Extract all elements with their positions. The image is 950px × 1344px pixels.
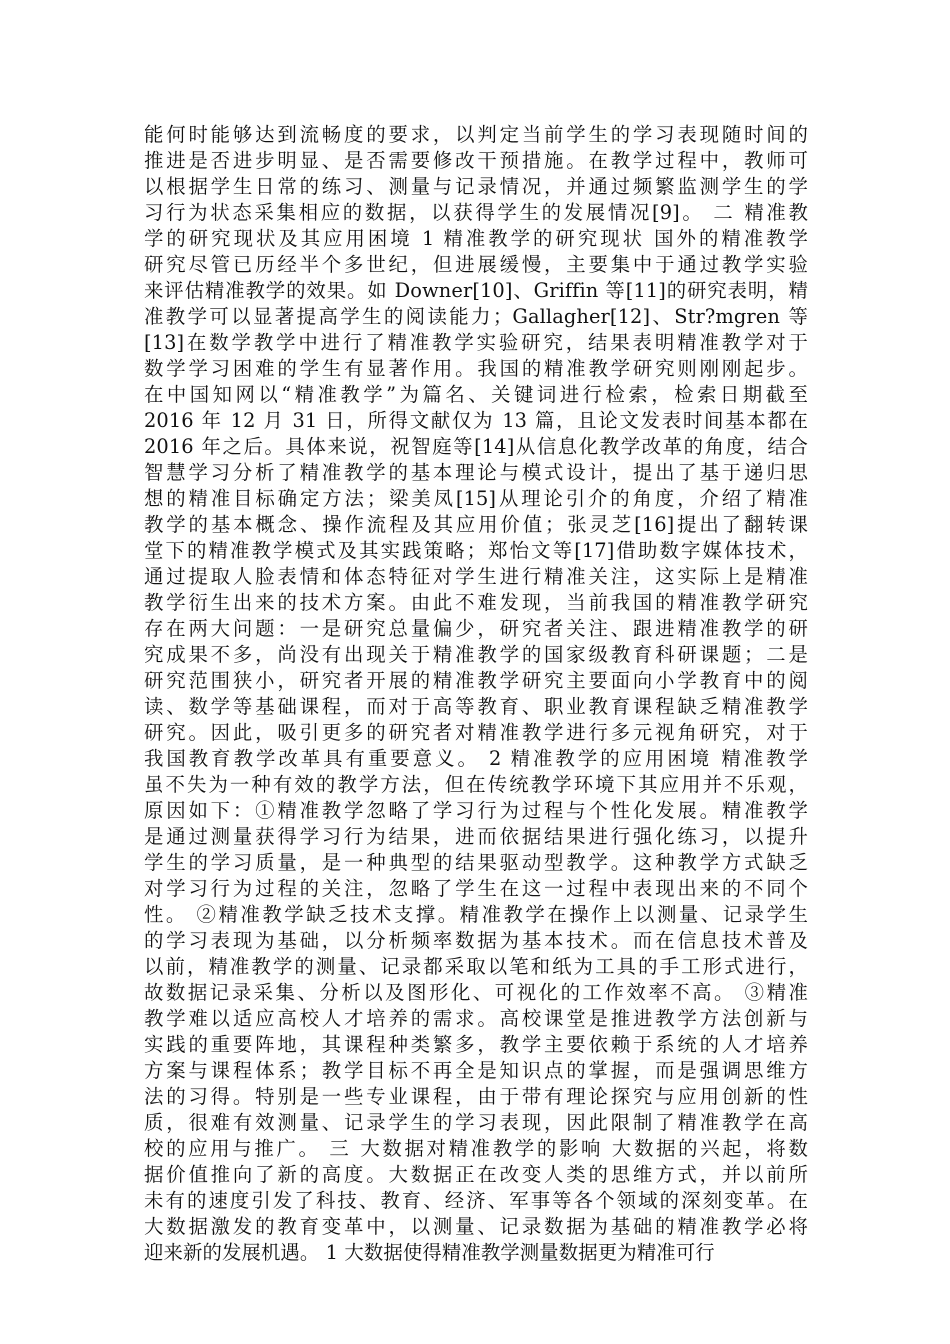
text-line: 未有的速度引发了科技、教育、经济、军事等各个领域的深刻变革。在 — [144, 1189, 808, 1212]
text-line: 推进是否进步明显、是否需要修改干预措施。在教学过程中，教师可 — [144, 149, 808, 172]
text-line: 教学难以适应高校人才培养的需求。高校课堂是推进教学方法创新与 — [144, 1007, 808, 1030]
text-line: 堂下的精准教学模式及其实践策略；郑怡文等[17]借助数字媒体技术， — [144, 539, 808, 562]
text-line: 校的应用与推广。 三 大数据对精准教学的影响 大数据的兴起，将数 — [144, 1137, 808, 1160]
text-line: 研究尽管已历经半个多世纪，但进展缓慢，主要集中于通过教学实验 — [144, 253, 808, 276]
text-line: 大数据激发的教育变革中，以测量、记录数据为基础的精准教学必将 — [144, 1215, 808, 1238]
text-line: 2016 年 12 月 31 日，所得文献仅为 13 篇，且论文发表时间基本都在 — [144, 409, 808, 432]
text-line: 的学习表现为基础，以分析频率数据为基本技术。而在信息技术普及 — [144, 929, 808, 952]
text-line: 习行为状态采集相应的数据，以获得学生的发展情况[9]。 二 精准教 — [144, 201, 808, 224]
body-text — [144, 122, 808, 1266]
text-line: 在中国知网以“精准教学”为篇名、关键词进行检索，检索日期截至 — [144, 383, 808, 406]
text-line: 想的精准目标确定方法；梁美凤[15]从理论引介的角度，介绍了精准 — [144, 487, 808, 510]
text-line: 故数据记录采集、分析以及图形化、可视化的工作效率不高。 ③精准 — [144, 981, 808, 1004]
text-line: 方案与课程体系；教学目标不再全是知识点的掌握，而是强调思维方 — [144, 1059, 808, 1082]
text-line: 读、数学等基础课程，而对于高等教育、职业教育课程缺乏精准教学 — [144, 695, 808, 718]
text-line: 虽不失为一种有效的教学方法，但在传统教学环境下其应用并不乐观， — [144, 773, 808, 796]
text-line: 原因如下：①精准教学忽略了学习行为过程与个性化发展。精准教学 — [144, 799, 808, 822]
text-line: 教学衍生出来的技术方案。由此不难发现，当前我国的精准教学研究 — [144, 591, 808, 614]
text-line: 学生的学习质量，是一种典型的结果驱动型教学。这种教学方式缺乏 — [144, 851, 808, 874]
text-line: 研究。因此，吸引更多的研究者对精准教学进行多元视角研究，对于 — [144, 721, 808, 744]
text-line: 以根据学生日常的练习、测量与记录情况，并通过频繁监测学生的学 — [144, 175, 808, 198]
text-line: [13]在数学教学中进行了精准教学实验研究，结果表明精准教学对于 — [144, 331, 808, 354]
text-line: 数学学习困难的学生有显著作用。我国的精准教学研究则刚刚起步。 — [144, 357, 808, 380]
text-line: 质，很难有效测量、记录学生的学习表现，因此限制了精准教学在高 — [144, 1111, 808, 1134]
text-line: 我国教育教学改革具有重要意义。 2 精准教学的应用困境 精准教学 — [144, 747, 808, 770]
text-line: 以前，精准教学的测量、记录都采取以笔和纸为工具的手工形式进行， — [144, 955, 808, 978]
text-line: 据价值推向了新的高度。大数据正在改变人类的思维方式，并以前所 — [144, 1163, 808, 1186]
text-line: 准教学可以显著提高学生的阅读能力；Gallagher[12]、Str?mgren 等 — [144, 305, 808, 328]
text-line: 究成果不多，尚没有出现关于精准教学的国家级教育科研课题；二是 — [144, 643, 808, 666]
text-line: 研究范围狭小，研究者开展的精准教学研究主要面向小学教育中的阅 — [144, 669, 808, 692]
text-line: 智慧学习分析了精准教学的基本理论与模式设计，提出了基于递归思 — [144, 461, 808, 484]
text-line: 来评估精准教学的效果。如 Downer[10]、Griffin 等[11]的研究表明，精 — [144, 279, 808, 302]
text-line: 迎来新的发展机遇。 1 大数据使得精准教学测量数据更为精准可行 — [144, 1241, 715, 1264]
text-line: 法的习得。特别是一些专业课程，由于带有理论探究与应用创新的性 — [144, 1085, 808, 1108]
text-line: 2016 年之后。具体来说，祝智庭等[14]从信息化教学改革的角度，结合 — [144, 435, 808, 458]
text-line: 对学习行为过程的关注，忽略了学生在这一过程中表现出来的不同个 — [144, 877, 808, 900]
text-line: 存在两大问题：一是研究总量偏少，研究者关注、跟进精准教学的研 — [144, 617, 808, 640]
text-line: 性。 ②精准教学缺乏技术支撑。精准教学在操作上以测量、记录学生 — [144, 903, 808, 926]
text-line: 教学的基本概念、操作流程及其应用价值；张灵芝[16]提出了翻转课 — [144, 513, 808, 536]
text-line: 通过提取人脸表情和体态特征对学生进行精准关注，这实际上是精准 — [144, 565, 808, 588]
text-line: 学的研究现状及其应用困境 1 精准教学的研究现状 国外的精准教学 — [144, 227, 808, 250]
text-line: 是通过测量获得学习行为结果，进而依据结果进行强化练习，以提升 — [144, 825, 808, 848]
text-line: 实践的重要阵地，其课程种类繁多，教学主要依赖于系统的人才培养 — [144, 1033, 808, 1056]
text-line: 能何时能够达到流畅度的要求，以判定当前学生的学习表现随时间的 — [144, 123, 808, 146]
